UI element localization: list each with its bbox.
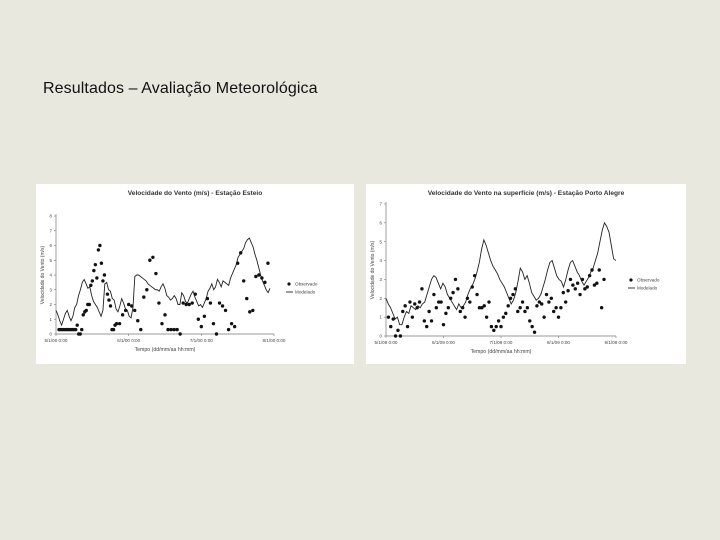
data-point-observado — [415, 306, 418, 309]
legend-label-observado: Observado — [637, 277, 660, 283]
data-point-observado — [451, 291, 454, 294]
y-tick-label: 2 — [379, 295, 382, 301]
data-point-observado — [181, 301, 184, 304]
data-point-observado — [408, 300, 411, 303]
data-point-observado — [509, 297, 512, 300]
data-point-observado — [74, 328, 77, 331]
data-point-observado — [82, 313, 85, 316]
data-point-observado — [163, 313, 166, 316]
data-point-observado — [456, 287, 459, 290]
legend-label-observado: Observado — [295, 281, 318, 287]
data-point-observado — [602, 278, 605, 281]
data-point-observado — [430, 319, 433, 322]
data-point-observado — [75, 323, 78, 326]
data-point-observado — [578, 293, 581, 296]
data-point-observado — [266, 262, 269, 265]
data-point-observado — [112, 328, 115, 331]
data-point-observado — [571, 283, 574, 286]
data-point-observado — [449, 297, 452, 300]
data-point-observado — [427, 310, 430, 313]
data-point-observado — [487, 300, 490, 303]
data-point-observado — [514, 287, 517, 290]
y-tick-label: 3 — [49, 287, 52, 293]
data-point-observado — [396, 329, 399, 332]
y-tick-label: 7 — [379, 201, 382, 207]
data-point-observado — [115, 322, 118, 325]
data-point-observado — [103, 273, 106, 276]
y-tick-label: 1 — [379, 314, 382, 320]
legend-marker-observado — [287, 282, 290, 285]
y-tick-label: 2 — [49, 302, 52, 308]
data-point-observado — [562, 291, 565, 294]
data-point-observado — [100, 262, 103, 265]
data-point-observado — [574, 287, 577, 290]
data-point-observado — [533, 331, 536, 334]
data-point-observado — [459, 310, 462, 313]
data-point-observado — [588, 274, 591, 277]
data-point-observado — [118, 322, 121, 325]
data-point-observado — [263, 281, 266, 284]
chart-title: Velocidade do Vento na superfície (m/s) - Estação Porto Alegre — [427, 190, 625, 197]
data-point-observado — [516, 310, 519, 313]
data-point-observado — [130, 304, 133, 307]
y-tick-label: 6 — [49, 243, 52, 249]
x-tick-label: 5/1/09 0:00 — [374, 340, 398, 345]
data-point-observado — [194, 292, 197, 295]
legend-label-modelado: Modelado — [637, 285, 658, 291]
series-line-modelado — [386, 223, 616, 325]
data-point-observado — [109, 304, 112, 307]
data-point-observado — [169, 328, 172, 331]
data-point-observado — [212, 322, 215, 325]
data-point-observado — [435, 306, 438, 309]
data-point-observado — [418, 300, 421, 303]
data-point-observado — [227, 328, 230, 331]
data-point-observado — [550, 297, 553, 300]
data-point-observado — [389, 325, 392, 328]
data-point-observado — [80, 328, 83, 331]
data-point-observado — [197, 318, 200, 321]
data-point-observado — [461, 306, 464, 309]
data-point-observado — [260, 276, 263, 279]
data-point-observado — [230, 322, 233, 325]
y-tick-label: 3 — [379, 277, 382, 283]
data-point-observado — [511, 293, 514, 296]
data-point-observado — [97, 248, 100, 251]
data-point-observado — [552, 310, 555, 313]
data-point-observado — [203, 315, 206, 318]
data-point-observado — [406, 325, 409, 328]
data-point-observado — [89, 284, 92, 287]
data-point-observado — [121, 313, 124, 316]
data-point-observado — [239, 251, 242, 254]
data-point-observado — [492, 329, 495, 332]
data-point-observado — [403, 304, 406, 307]
chart-esteio-svg — [36, 184, 354, 364]
data-point-observado — [236, 262, 239, 265]
data-point-observado — [502, 315, 505, 318]
data-point-observado — [184, 303, 187, 306]
data-point-observado — [444, 312, 447, 315]
data-point-observado — [495, 325, 498, 328]
y-tick-label: 0 — [379, 333, 382, 339]
data-point-observado — [221, 304, 224, 307]
data-point-observado — [101, 279, 104, 282]
data-point-observado — [504, 312, 507, 315]
data-point-observado — [590, 268, 593, 271]
data-point-observado — [172, 328, 175, 331]
y-axis-label: Velocidade do Vento (m/s) — [40, 245, 46, 305]
x-tick-label: 7/1/09 0:00 — [489, 340, 513, 345]
data-point-observado — [569, 278, 572, 281]
data-point-observado — [224, 309, 227, 312]
x-axis-label: Tempo (dd/mm/aa hh:mm) — [134, 347, 196, 353]
data-point-observado — [559, 306, 562, 309]
x-tick-label: 7/1/00 0:00 — [189, 338, 213, 343]
data-point-observado — [139, 328, 142, 331]
data-point-observado — [466, 297, 469, 300]
y-tick-label: 5 — [379, 239, 382, 245]
x-tick-label: 6/1/00 0:00 — [117, 338, 141, 343]
slide-title: Resultados – Avaliação Meteorológica — [43, 80, 318, 97]
data-point-observado — [425, 325, 428, 328]
data-point-observado — [188, 303, 191, 306]
data-point-observado — [154, 272, 157, 275]
data-point-observado — [499, 325, 502, 328]
data-point-observado — [245, 297, 248, 300]
data-point-observado — [95, 276, 98, 279]
legend-marker-observado — [629, 278, 632, 281]
data-point-observado — [136, 319, 139, 322]
data-point-observado — [535, 304, 538, 307]
data-point-observado — [473, 274, 476, 277]
data-point-observado — [107, 298, 110, 301]
data-point-observado — [566, 289, 569, 292]
data-point-observado — [518, 306, 521, 309]
data-point-observado — [576, 282, 579, 285]
data-point-observado — [475, 293, 478, 296]
data-point-observado — [540, 302, 543, 305]
data-point-observado — [497, 319, 500, 322]
data-point-observado — [545, 293, 548, 296]
data-point-observado — [521, 300, 524, 303]
y-tick-label: 5 — [49, 257, 52, 263]
data-point-observado — [191, 301, 194, 304]
data-point-observado — [490, 325, 493, 328]
x-tick-label: 8/1/09 0:00 — [547, 340, 570, 345]
data-point-observado — [564, 300, 567, 303]
data-point-observado — [79, 332, 82, 335]
legend-label-modelado: Modelado — [295, 289, 316, 295]
chart-legend — [628, 278, 660, 291]
data-point-observado — [598, 268, 601, 271]
data-point-observado — [528, 319, 531, 322]
y-tick-label: 7 — [49, 228, 52, 234]
data-point-observado — [124, 309, 127, 312]
data-point-observado — [248, 310, 251, 313]
y-tick-label: 0 — [49, 331, 52, 337]
y-tick-label: 4 — [379, 258, 382, 264]
x-tick-label: 6/1/09 0:00 — [432, 340, 455, 345]
data-point-observado — [420, 287, 423, 290]
chart-legend — [286, 282, 318, 295]
data-point-observado — [98, 244, 101, 247]
x-tick-label: 9/1/09 0:00 — [604, 340, 628, 345]
data-point-observado — [233, 325, 236, 328]
data-point-observado — [483, 304, 486, 307]
data-point-observado — [148, 259, 151, 262]
data-point-observado — [257, 273, 260, 276]
data-point-observado — [557, 315, 560, 318]
data-point-observado — [91, 279, 94, 282]
y-tick-label: 4 — [49, 272, 52, 278]
data-point-observado — [85, 309, 88, 312]
data-point-observado — [142, 295, 145, 298]
chart-esteio — [36, 184, 354, 364]
data-point-observado — [413, 302, 416, 305]
data-point-observado — [151, 256, 154, 259]
y-tick-label: 1 — [49, 316, 52, 322]
data-point-observado — [600, 306, 603, 309]
data-point-observado — [554, 306, 557, 309]
data-point-observado — [439, 300, 442, 303]
data-point-observado — [547, 300, 550, 303]
data-point-observado — [530, 325, 533, 328]
data-point-observado — [542, 315, 545, 318]
data-point-observado — [94, 263, 97, 266]
data-point-observado — [387, 315, 390, 318]
data-point-observado — [242, 279, 245, 282]
chart-porto-alegre-svg — [366, 184, 686, 364]
data-point-observado — [401, 310, 404, 313]
data-point-observado — [447, 306, 450, 309]
data-point-observado — [175, 328, 178, 331]
data-point-observado — [92, 269, 95, 272]
data-point-observado — [218, 301, 221, 304]
data-point-observado — [251, 309, 254, 312]
data-point-observado — [468, 300, 471, 303]
data-point-observado — [442, 323, 445, 326]
data-point-observado — [523, 310, 526, 313]
data-point-observado — [133, 309, 136, 312]
data-point-observado — [411, 315, 414, 318]
data-point-observado — [254, 275, 257, 278]
chart-title: Velocidade do Vento (m/s) - Estação Esteio — [127, 190, 263, 197]
data-point-observado — [391, 317, 394, 320]
x-tick-label: 5/1/00 0:00 — [44, 338, 68, 343]
data-point-observado — [454, 278, 457, 281]
data-point-observado — [145, 288, 148, 291]
data-point-observado — [178, 332, 181, 335]
data-point-observado — [586, 285, 589, 288]
data-point-observado — [432, 293, 435, 296]
y-tick-label: 8 — [49, 213, 52, 219]
y-tick-label: 6 — [379, 220, 382, 226]
data-point-observado — [209, 301, 212, 304]
data-point-observado — [581, 278, 584, 281]
data-point-observado — [127, 303, 130, 306]
data-point-observado — [206, 297, 209, 300]
data-point-observado — [88, 303, 91, 306]
x-tick-label: 8/1/00 0:00 — [262, 338, 286, 343]
data-point-observado — [595, 282, 598, 285]
series-line-modelado — [56, 238, 270, 325]
data-point-observado — [399, 334, 402, 337]
data-point-observado — [215, 332, 218, 335]
data-point-observado — [166, 328, 169, 331]
data-point-observado — [463, 315, 466, 318]
data-point-observado — [394, 334, 397, 337]
data-point-observado — [106, 292, 109, 295]
data-point-observado — [485, 315, 488, 318]
data-point-observado — [471, 285, 474, 288]
x-axis-label: Tempo (dd/mm/aa hh:mm) — [470, 349, 532, 355]
data-point-observado — [160, 322, 163, 325]
data-point-observado — [506, 304, 509, 307]
y-axis-label: Velocidade do Vento (m/s) — [370, 240, 376, 300]
data-point-observado — [157, 301, 160, 304]
chart-porto-alegre — [366, 184, 686, 364]
data-point-observado — [526, 306, 529, 309]
data-point-observado — [200, 325, 203, 328]
data-point-observado — [423, 319, 426, 322]
